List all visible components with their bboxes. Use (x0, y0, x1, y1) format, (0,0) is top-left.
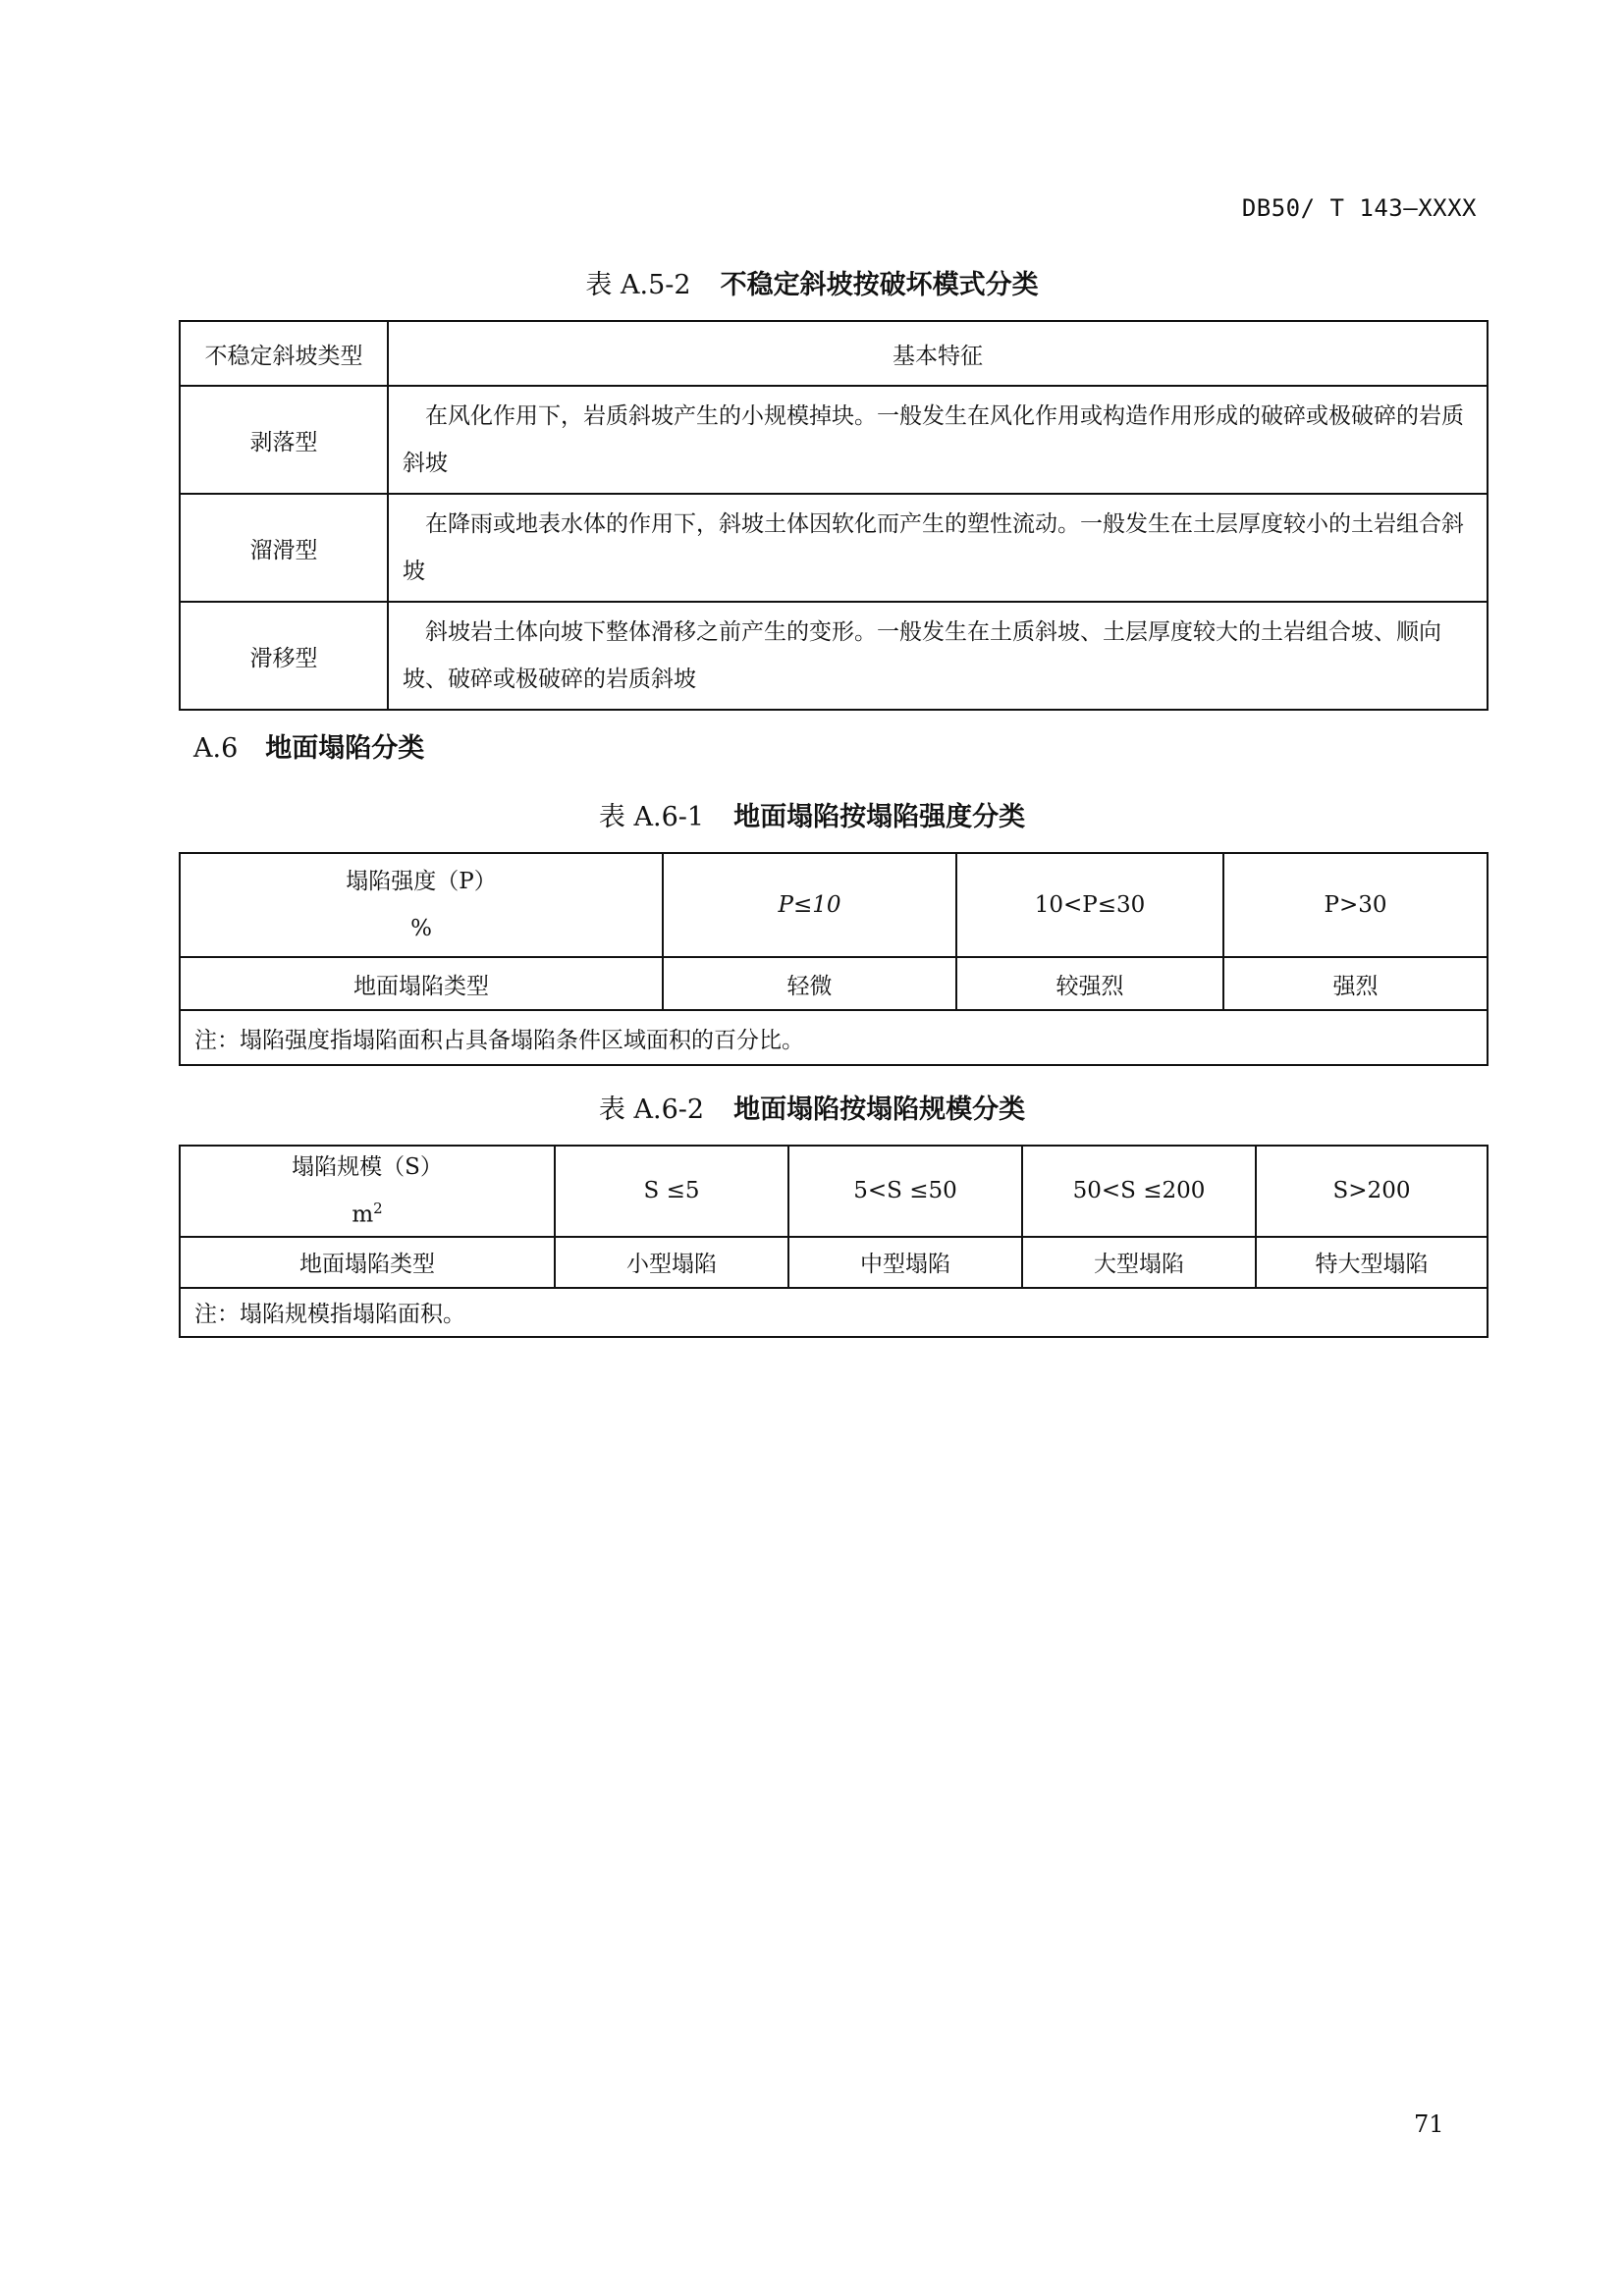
param-label: 塌陷规模（S） (292, 1154, 443, 1180)
type-cell: 小型塌陷 (555, 1237, 788, 1288)
range-cell: S>200 (1256, 1146, 1488, 1237)
table-title: 地面塌陷按塌陷强度分类 (733, 802, 1026, 832)
table-number: 表 A.6-2 (598, 1095, 705, 1125)
page-number: 71 (1414, 2110, 1444, 2138)
param-cell (180, 1146, 555, 1237)
table-title: 不稳定斜坡按破坏模式分类 (720, 270, 1039, 300)
table-number: 表 A.6-1 (598, 802, 705, 832)
feature-cell: 在风化作用下，岩质斜坡产生的小规模掉块。一般发生在风化作用或构造作用形成的破碎或极破碎的岩质斜坡 (388, 386, 1488, 494)
table-row (180, 1146, 1488, 1237)
type-cell: 较强烈 (956, 957, 1223, 1010)
table-header-row (180, 321, 1488, 386)
table-row (180, 853, 1488, 957)
range-value: P≤10 (778, 892, 841, 918)
param-unit: % (410, 916, 432, 941)
feature-cell: 在降雨或地表水体的作用下，斜坡土体因软化而产生的塑性流动。一般发生在土层厚度较小的土岩组合斜坡 (388, 494, 1488, 602)
table-a5-2-caption (0, 263, 1624, 301)
section-title: 地面塌陷分类 (265, 733, 425, 764)
table-note: 注：塌陷强度指塌陷面积占具备塌陷条件区域面积的百分比。 (180, 1010, 1488, 1065)
param-label: 塌陷强度（P） (346, 869, 497, 894)
header-cell: 不稳定斜坡类型 (180, 321, 388, 386)
table-a6-1-caption (0, 795, 1624, 833)
section-heading (193, 726, 424, 765)
param-cell (180, 853, 663, 957)
feature-cell: 斜坡岩土体向坡下整体滑移之前产生的变形。一般发生在土质斜坡、土层厚度较大的土岩组合坡、顺向坡、破碎或极破碎的岩质斜坡 (388, 602, 1488, 710)
type-cell: 剥落型 (180, 386, 388, 494)
table-row (180, 602, 1488, 710)
table-a6-2 (179, 1145, 1489, 1338)
table-a6-2-caption (0, 1088, 1624, 1126)
type-cell: 大型塌陷 (1022, 1237, 1256, 1288)
table-note-row (180, 1010, 1488, 1065)
table-row (180, 386, 1488, 494)
type-cell: 滑移型 (180, 602, 388, 710)
range-cell: 5<S ≤50 (788, 1146, 1022, 1237)
type-cell: 中型塌陷 (788, 1237, 1022, 1288)
table-row (180, 957, 1488, 1010)
table-title: 地面塌陷按塌陷规模分类 (733, 1095, 1026, 1125)
param-unit: m (352, 1201, 374, 1228)
header-cell: 基本特征 (388, 321, 1488, 386)
section-number: A.6 (193, 733, 239, 764)
table-note-row (180, 1288, 1488, 1337)
table-number: 表 A.5-2 (585, 270, 691, 300)
type-label-cell: 地面塌陷类型 (180, 1237, 555, 1288)
param-unit-sup: 2 (373, 1200, 383, 1217)
type-cell: 特大型塌陷 (1256, 1237, 1488, 1288)
table-row (180, 494, 1488, 602)
document-code: DB50/ T 143—XXXX (1241, 194, 1477, 222)
type-cell: 溜滑型 (180, 494, 388, 602)
table-a5-2 (179, 320, 1489, 711)
range-cell (663, 853, 956, 957)
table-row (180, 1237, 1488, 1288)
param-unit-wrap (181, 1188, 554, 1236)
range-cell: P>30 (1223, 853, 1488, 957)
type-label-cell: 地面塌陷类型 (180, 957, 663, 1010)
table-a6-1 (179, 852, 1489, 1066)
range-cell: 50<S ≤200 (1022, 1146, 1256, 1237)
table-note: 注：塌陷规模指塌陷面积。 (180, 1288, 1488, 1337)
range-cell: 10<P≤30 (956, 853, 1223, 957)
type-cell: 轻微 (663, 957, 956, 1010)
range-cell: S ≤5 (555, 1146, 788, 1237)
type-cell: 强烈 (1223, 957, 1488, 1010)
